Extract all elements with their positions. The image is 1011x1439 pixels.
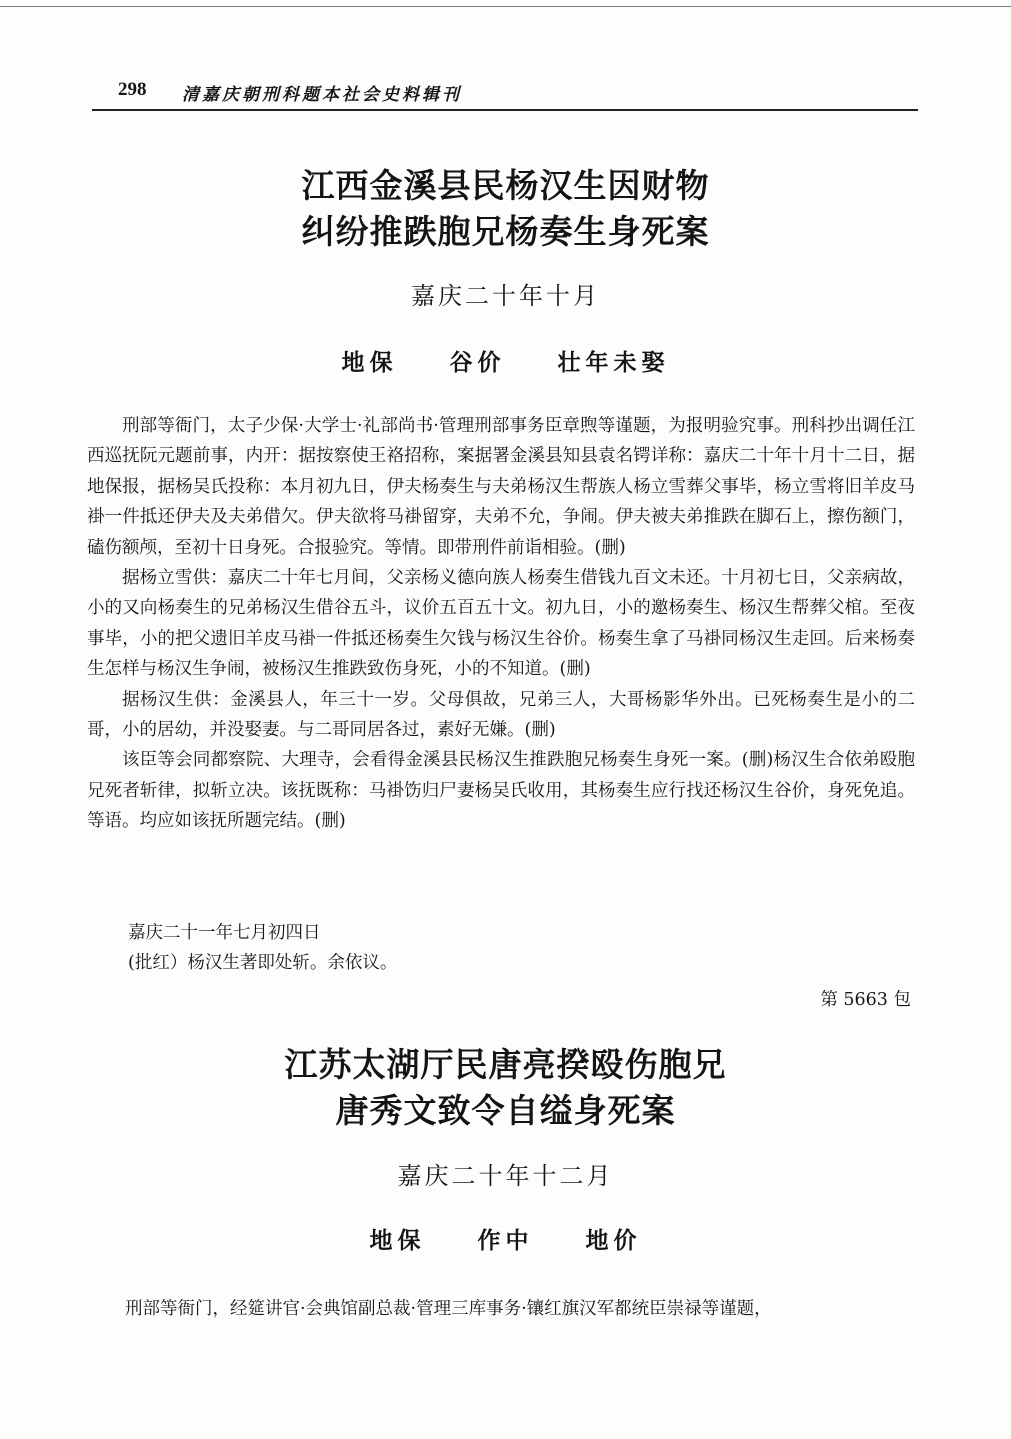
case1-paragraph: 该臣等会同都察院、大理寺，会看得金溪县民杨汉生推跌胞兄杨奏生身死一案。(删)杨汉生合依弟殴胞兄死者斩律，拟斩立决。该抚既称：马褂饬归尸妻杨吴氏收用，其杨奏生应行找还杨汉生谷价，身死免追。等语。均应如该抚所题完结。(删): [87, 750, 915, 832]
case1-verdict-date: 嘉庆二十一年七月初四日: [128, 923, 321, 943]
book-title: 清嘉庆朝刑科题本社会史料辑刊: [182, 85, 462, 105]
case1-paragraph: 据杨立雪供：嘉庆二十年七月间，父亲杨义德向族人杨奏生借钱九百文未还。十月初七日，父亲病故，小的又向杨奏生的兄弟杨汉生借谷五斗，议价五百五十文。初九日，小的邀杨奏生、杨汉生帮葬父棺。至夜事毕，小的把父遗旧羊皮马褂一件抵还杨奏生欠钱与杨汉生谷价。杨奏生拿了马褂同杨汉生走回。后来杨奏生怎样与杨汉生争闹，被杨汉生推跌致伤身死，小的不知道。(删): [87, 568, 915, 680]
case1-date: 嘉庆二十年十月: [411, 282, 600, 310]
case1-paragraph: 刑部等衙门，太子少保·大学士·礼部尚书·管理刑部事务臣章煦等谨题，为报明验究事。刑科抄出调任江西巡抚阮元题前事，内开：据按察使王袼招称，案据署金溪县知县袁名锷详称：嘉庆二十年十月十二日，据地保报，据杨吴氏投称：本月初九日，伊夫杨奏生与夫弟杨汉生帮族人杨立雪葬父事毕，杨立雪将旧羊皮马褂一件抵还伊夫及夫弟借欠。伊夫欲将马褂留穿，夫弟不允，争闹。伊夫被夫弟推跌在脚石上，擦伤额门，磕伤额颅，至初十日身死。合报验究。等情。即带刑件前诣相验。(删): [87, 416, 915, 558]
case1-archive-number: 第 5663 包: [820, 990, 911, 1010]
case2-title: [0, 1042, 1011, 1134]
case1-title: [0, 163, 1011, 255]
case2-terms: [0, 1222, 1011, 1255]
case1-verdict: [128, 918, 397, 978]
case1-title-line1: 江西金溪县民杨汉生因财物: [301, 166, 710, 205]
case2-title-line2: 唐秀文致令自缢身死案: [335, 1091, 676, 1130]
case2-term: 地保: [369, 1227, 426, 1254]
case1-terms: [0, 344, 1011, 377]
case2-first-paragraph: 刑部等衙门，经筵讲官·会典馆副总裁·管理三库事务·镶红旗汉军都统臣崇禄等谨题，: [125, 1299, 772, 1319]
case2-title-line1: 江苏太湖厅民唐亮揆殴伤胞兄: [284, 1045, 727, 1084]
case1-term: 地保: [341, 349, 398, 376]
page-number: 298: [118, 79, 147, 100]
running-header: [92, 76, 918, 110]
case1-term: 壮年未娶: [557, 349, 670, 376]
case2-term: 地价: [585, 1227, 642, 1254]
case1-verdict-note: (批红）杨汉生著即处斩。余依议。: [128, 953, 398, 973]
case1-paragraph: 据杨汉生供：金溪县人，年三十一岁。父母俱故，兄弟三人，大哥杨影华外出。已死杨奏生是小的二哥，小的居幼，并没娶妻。与二哥同居各过，素好无嫌。(删): [87, 689, 915, 741]
header-rule: [92, 109, 918, 111]
case1-title-line2: 纠纷推跌胞兄杨奏生身死案: [301, 212, 710, 251]
case2-date: 嘉庆二十年十二月: [397, 1162, 614, 1190]
case2-term: 作中: [477, 1227, 534, 1254]
case1-body: [87, 411, 915, 837]
scan-edge-rule: [0, 6, 1011, 7]
case1-term: 谷价: [449, 349, 506, 376]
